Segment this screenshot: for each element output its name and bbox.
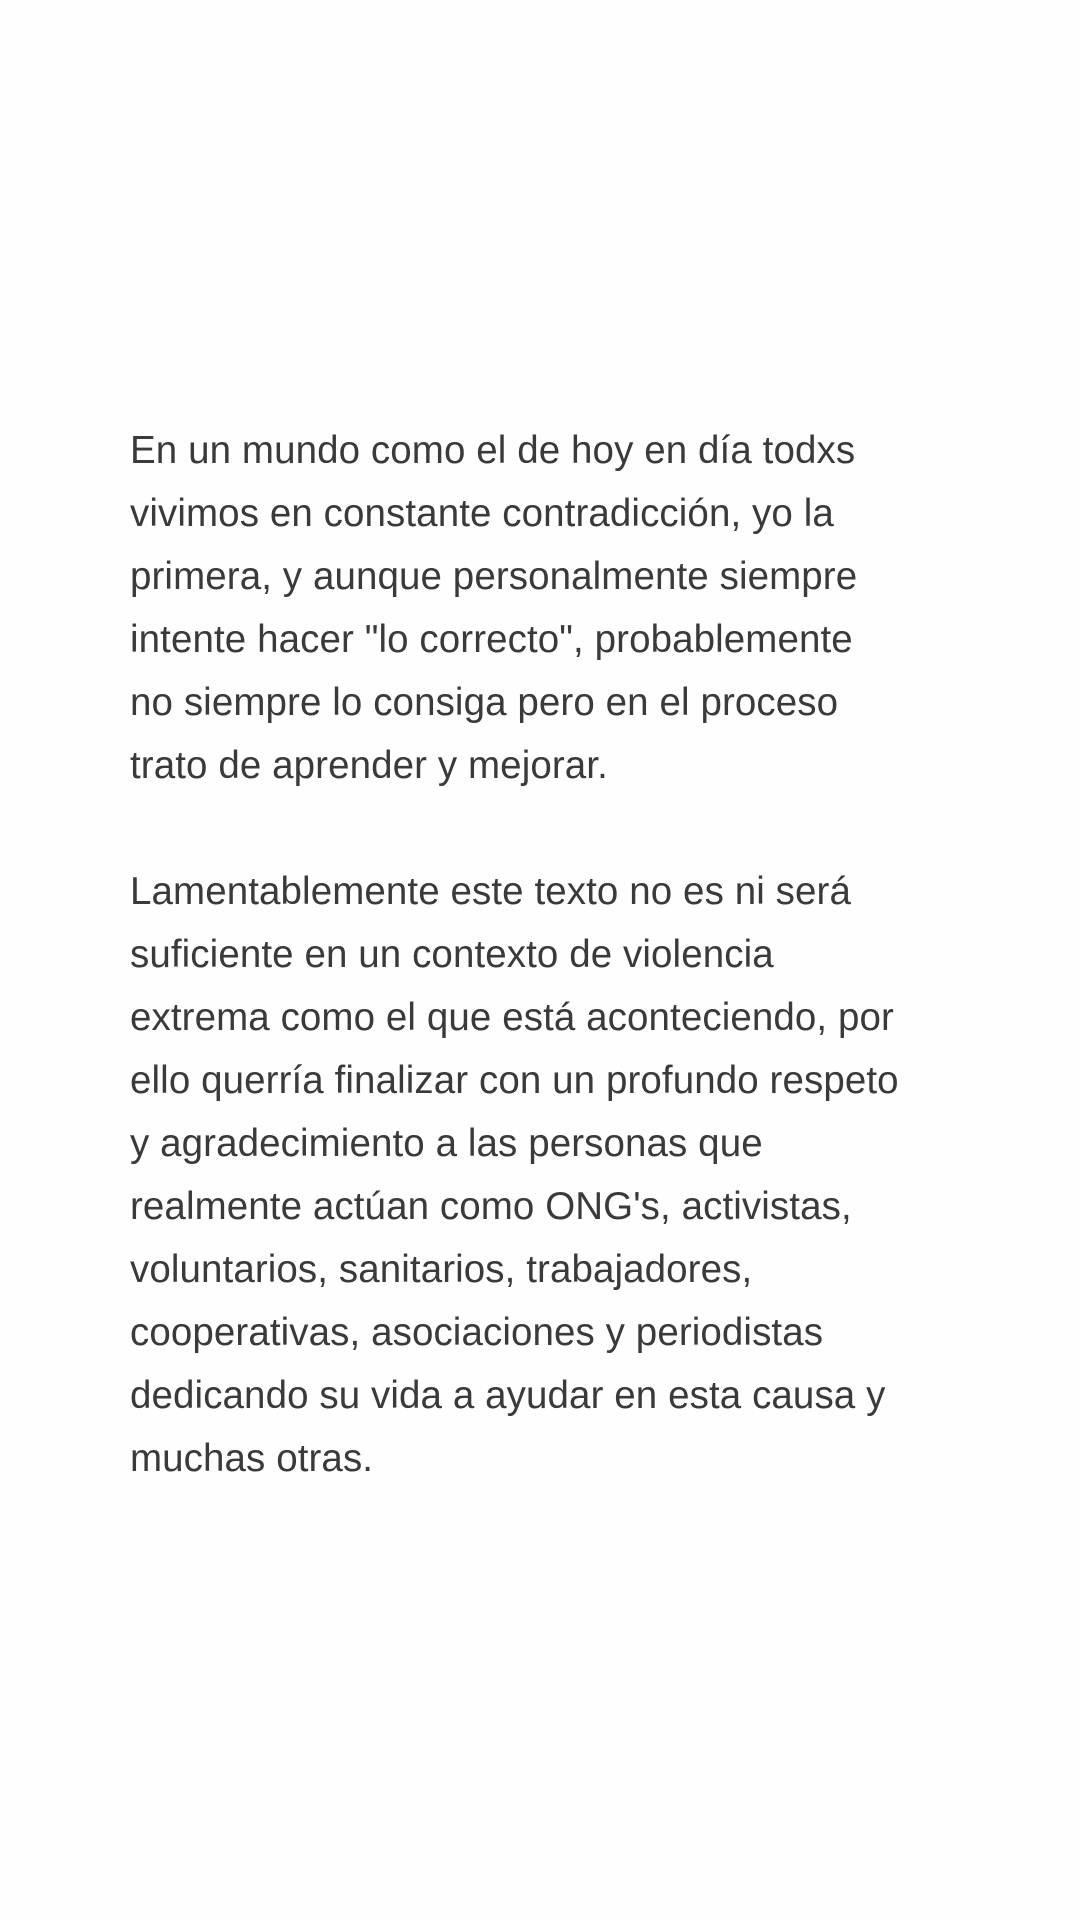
text-line: vivimos en constante contradicción, yo la — [130, 492, 834, 535]
paragraph-2 — [130, 860, 990, 1490]
paragraph-1 — [130, 419, 990, 797]
text-line: y agradecimiento a las personas que — [130, 1122, 763, 1165]
text-line: extrema como el que está aconteciendo, por — [130, 996, 894, 1039]
note-text — [130, 419, 990, 1490]
text-line: cooperativas, asociaciones y periodistas — [130, 1311, 824, 1354]
text-line: dedicando su vida a ayudar en esta causa y — [130, 1374, 886, 1417]
text-line: muchas otras. — [130, 1437, 374, 1480]
text-line: intente hacer "lo correcto", probablemente — [130, 618, 853, 661]
text-line: ello querría finalizar con un profundo respeto — [130, 1059, 899, 1102]
text-line: suficiente en un contexto de violencia — [130, 933, 774, 976]
text-line: primera, y aunque personalmente siempre — [130, 555, 858, 598]
text-line: trato de aprender y mejorar. — [130, 744, 608, 787]
text-line: Lamentablemente este texto no es ni será — [130, 870, 851, 913]
text-line: voluntarios, sanitarios, trabajadores, — [130, 1248, 753, 1291]
text-line: En un mundo como el de hoy en día todxs — [130, 429, 856, 472]
text-line: no siempre lo consiga pero en el proceso — [130, 681, 839, 724]
paragraph-spacer — [130, 797, 990, 860]
text-line: realmente actúan como ONG's, activistas, — [130, 1185, 852, 1228]
